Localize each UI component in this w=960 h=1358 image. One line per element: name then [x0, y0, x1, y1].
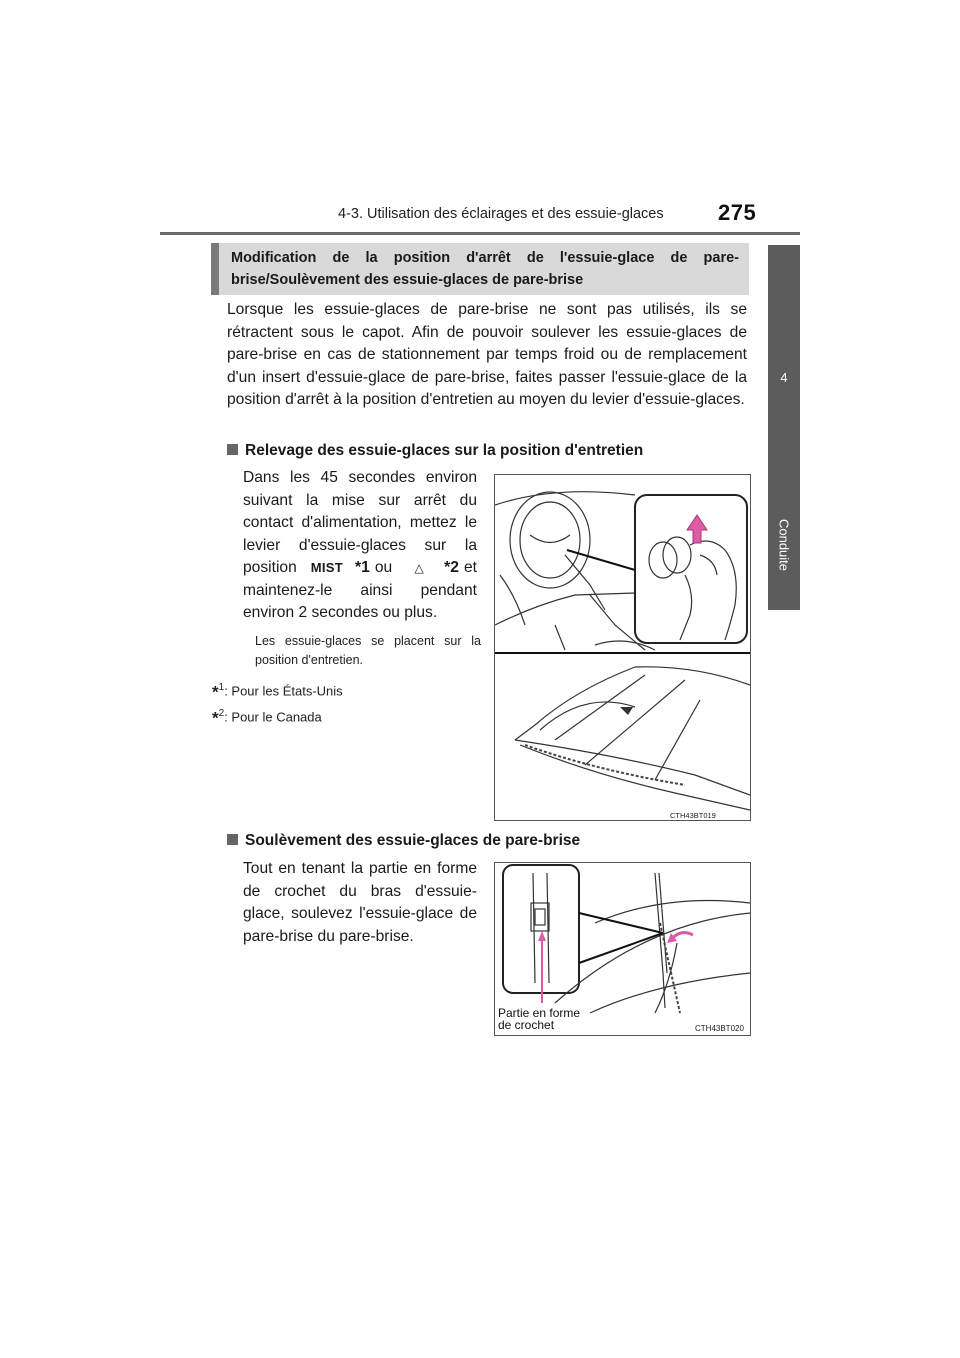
section-reference: 4-3. Utilisation des éclairages et des essuie-glaces — [338, 206, 664, 222]
footnote-num: 1 — [218, 682, 225, 693]
figure-code: CTH43BT020 — [695, 1024, 744, 1033]
wiper-lever-illustration — [495, 475, 750, 820]
figure-wiper-lever — [494, 474, 751, 821]
section-heading: Modification de la position d'arrêt de l'essuie-glace de pare-brise/Soulèvement des essuie-glaces de pare-brise — [211, 243, 749, 295]
step-lift-wipers: Tout en tenant la partie en forme de crochet du bras d'essuie-glace, soulevez l'essuie-glace de pare-brise du pare-brise. — [243, 860, 477, 945]
hook-part-label-line1: Partie en forme — [498, 1006, 581, 1020]
or-word: ou — [374, 559, 393, 576]
footnote-star: * — [212, 708, 219, 728]
step-service-position — [243, 467, 477, 625]
chapter-label-text: Conduite — [776, 518, 792, 572]
footnote-text: : Pour les États-Unis — [224, 683, 343, 699]
hook-part-label — [498, 1007, 580, 1031]
subheading-service-position — [227, 442, 643, 460]
header-rule — [160, 232, 800, 235]
footnote-ref-1: *1 — [355, 559, 370, 576]
square-bullet-icon — [227, 834, 238, 845]
chapter-label — [768, 480, 800, 610]
chapter-number: 4 — [780, 370, 788, 385]
page-number: 275 — [718, 200, 757, 225]
footnote-ref-2: *2 — [444, 559, 459, 576]
footnote-1 — [212, 682, 343, 702]
footnote-2 — [212, 708, 322, 728]
intro-paragraph: Lorsque les essuie-glaces de pare-brise ne sont pas utilisés, ils se rétractent sous le capot. Afin de pouvoir soulever les essuie-glaces de pare-brise en cas de stationnement par temps froid ou de remplacement d'un insert d'essuie-glace de pare-brise, faites passer l'essuie-glace de la position d'arrêt à la position d'entretien au moyen du levier d'essuie-glaces. — [227, 301, 747, 408]
hook-part-label-line2: de crochet — [498, 1018, 555, 1032]
figure-code: CTH43BT019 — [670, 811, 716, 820]
wiper-service-symbol-icon: △ — [414, 561, 424, 575]
footnote-star: * — [212, 682, 219, 702]
footnote-text: : Pour le Canada — [224, 709, 322, 725]
footnote-num: 2 — [218, 708, 225, 719]
square-bullet-icon — [227, 444, 238, 455]
subheading-text: Relevage des essuie-glaces sur la position d'entretien — [245, 442, 644, 459]
subheading-text: Soulèvement des essuie-glaces de pare-brise — [245, 832, 581, 849]
step-text-after: et maintenez-le ainsi pendant environ 2 secondes ou plus. — [243, 559, 477, 621]
figure-wiper-hook — [494, 862, 751, 1036]
subheading-lift-wipers — [227, 832, 580, 850]
step-note: Les essuie-glaces se placent sur la position d'entretien. — [255, 634, 481, 667]
mist-symbol: MIST — [310, 560, 344, 575]
step-text-before: Dans les 45 secondes environ suivant la mise sur arrêt du contact d'alimentation, mettez le levier d'essuie-glaces sur la position — [243, 469, 477, 576]
